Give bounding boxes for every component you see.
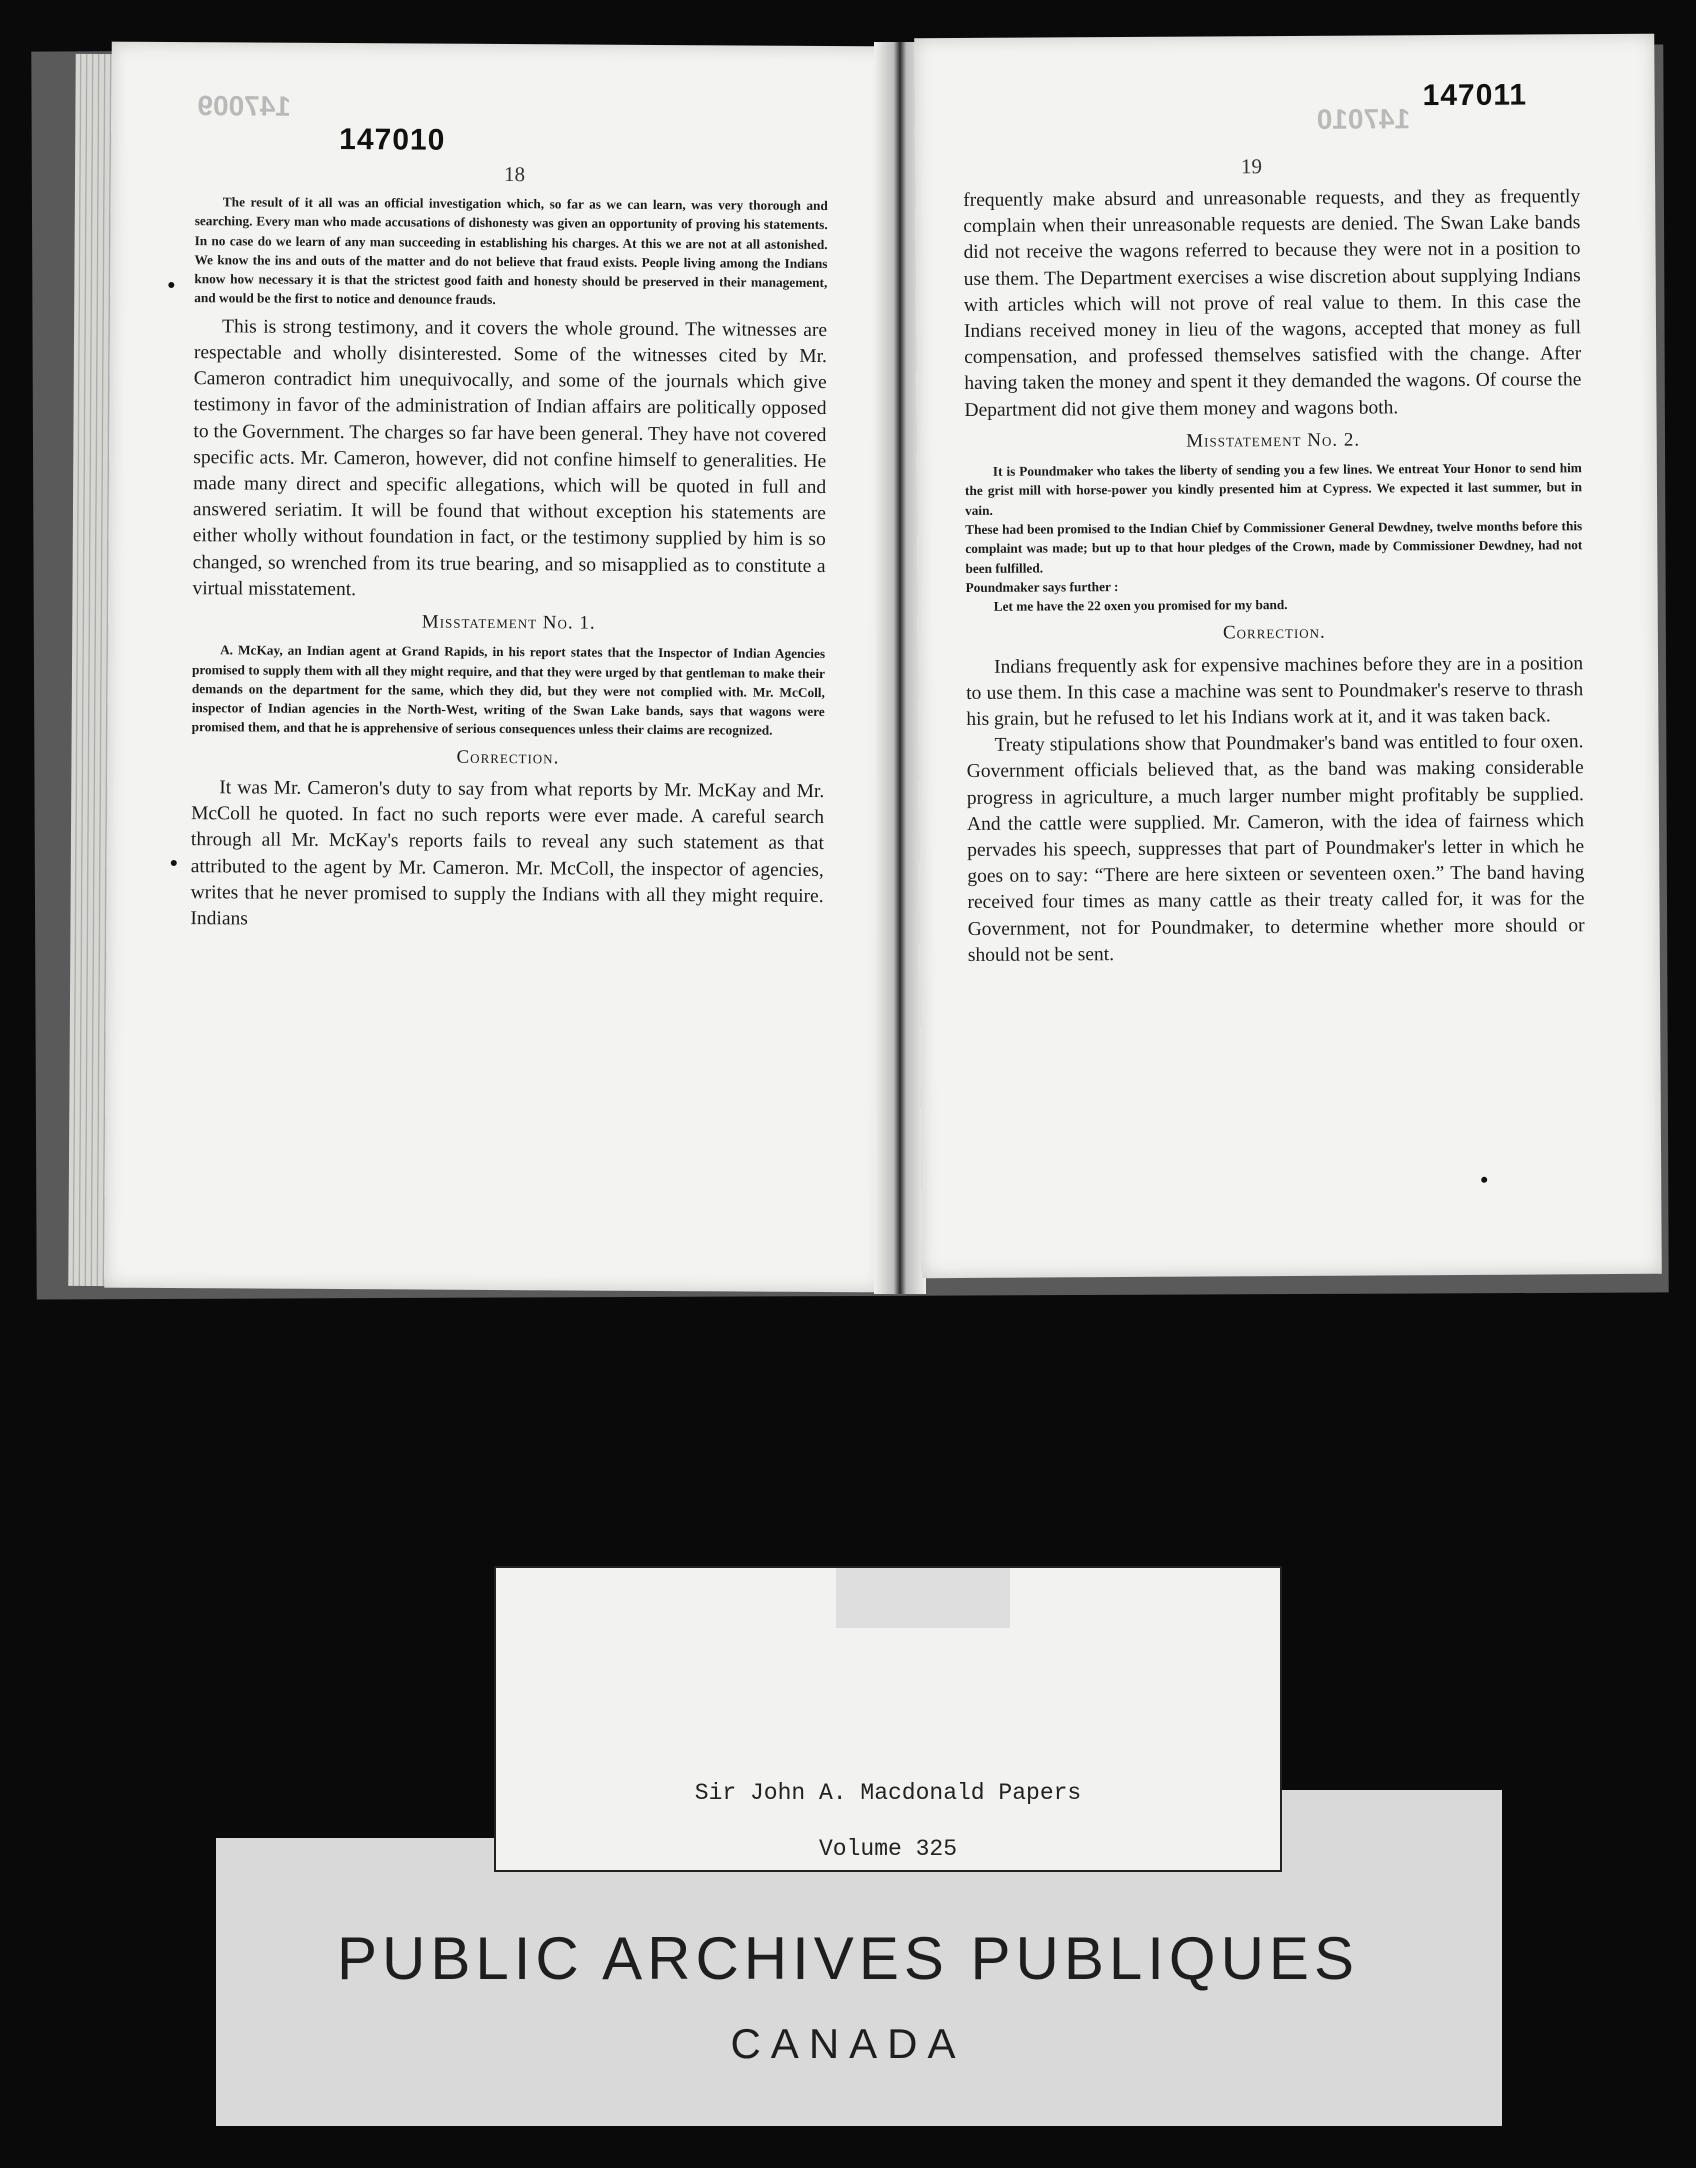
right-page [914,34,1662,1278]
right-page-text [963,184,1585,969]
misstatement-2-heading: Misstatement No. 2. [1186,429,1361,452]
misstatement-1-heading: Misstatement No. 1. [421,611,596,634]
misstatement-2-quote-b: These had been promised to the Indian Chief by Commissioner General Dewdney, twelve months before this complaint was made; but up to that hour pledges of the Crown, made by Commissioner Dewdney, had not been fulfilled. [965,518,1583,576]
intro-quote: The result of it all was an official investigation which, so far as we can learn, was very thorough and searching. Every man who made accusations of dishonesty was given an opportunity of proving his statements. In no case do we learn of any man succeeding in establishing his charges. At this we are not at all astonished. We know the ins and outs of the matter and do not believe that fraud exists. People living among the Indians know how necessary it is that the strictest good faith and honesty should be preserved in their management, and would be the first to notice and denounce frauds. [194,194,828,308]
correction-2-paragraph-2: Treaty stipulations show that Poundmaker's band was entitled to four oxen. Government officials believed that, as the band was making considerable progress in agriculture, a much larger number might profitably be supplied. And the cattle were supplied. Mr. Cameron, with the idea of fairness which pervades his speech, suppresses that part of Poundmaker's letter in which he goes on to say: “There are here sixteen or seventeen oxen.” The band having received four times as many cattle as their treaty called for, it was for the Government, not for Poundmaker, to determine whether more should or should not be sent. [966,731,1585,966]
collection-label-card [496,1568,1280,1870]
left-stamp-number: 147010 [339,123,446,157]
scan-speck [1481,1177,1487,1183]
misstatement-1-quote: A. McKay, an Indian agent at Grand Rapids, in his report states that the Inspector of Indian Agencies promised to supply them with all they might require, and that they were urged by that gentleman to make their demands on the department for the same, which they did, but they were not complied with. Mr. McColl, inspector of Indian agencies in the North-West, writing of the Swan Lake bands, says that wagons were promised them, and that he is apprehensive of serious consequences unless their claims are recognized. [191,642,826,739]
left-page [104,42,890,1293]
collection-title: Sir John A. Macdonald Papers [694,1780,1082,1806]
scan-speck [168,282,174,288]
right-page-number: 19 [1240,154,1263,179]
correction-1-heading: Correction. [456,746,560,769]
archive-banner-line1: PUBLIC ARCHIVES PUBLIQUES [337,1925,1359,1992]
correction-2-heading: Correction. [1222,622,1326,644]
right-stamp-number: 147011 [1422,78,1528,113]
right-ghost-number: 147010 [1316,103,1411,135]
body-paragraph: This is strong testimony, and it covers the whole ground. The witnesses are respectable and wholly disinterested. Some of the witnesses cited by Mr. Cameron contradict him unequivocally, and some of the journals which give testimony in favor of the administration of Indian affairs are politically opposed to the Government. The charges so far have been general. They have not covered specific acts. Mr. Cameron, however, did not confine himself to generalities. He made many direct and specific allegations, which will be quoted in full and answered seriatim. It will be found that without exception his statements are either wholly without foundation in fact, or the testimony supplied by him is so changed, so wrenched from its true bearing, and so misapplied as to constitute a virtual misstatement. [192,316,828,600]
correction-1-text: It was Mr. Cameron's duty to say from what reports by Mr. McKay and Mr. McColl he quoted. In fact no such reports were ever made. A careful search through all Mr. McKay's reports fails to reveal any such statement as that attributed to the agent by Mr. Cameron. Mr. McColl, the inspector of agencies, writes that he never promised to supply the Indians with all they might require. Indians [190,777,825,930]
archive-banner-line2: CANADA [730,2020,966,2067]
correction-2-paragraph-1: Indians frequently ask for expensive machines before they are in a position to use them. In this case a machine was sent to Poundmaker's reserve to thrash his grain, but he refused to let his Indians work at it, and it was taken back. [966,652,1584,730]
continued-paragraph: frequently make absurd and unreasonable requests, and they as frequently complain when their unreasonable requests are denied. The Swan Lake bands did not receive the wagons referred to because they were not in a position to use them. The Department exercises a wise discretion about supplying Indians with articles which will not prove of real value to them. In this case the Indians received money in lieu of the wagons, accepted that money as full compensation, and professed themselves satisfied with the change. After having taken the money and spent it they demanded the wagons. Of course the Department did not give them money and wagons both. [963,186,1582,421]
misstatement-2-quote-a: It is Poundmaker who takes the liberty of sending you a few lines. We entreat Your Honor to send him the grist mill with horse-power you kindly presented him at Cypress. We expected it last summer, but in vain. [964,460,1583,518]
misstatement-2-quote-d: Let me have the 22 oxen you promised for my band. [993,597,1288,614]
left-page-text [190,192,828,936]
left-ghost-number: 147009 [197,90,291,122]
left-page-number: 18 [503,162,526,187]
scan-speck [171,860,177,866]
misstatement-2-quote-c: Poundmaker says further : [965,578,1119,595]
collection-volume: Volume 325 [818,1836,958,1862]
